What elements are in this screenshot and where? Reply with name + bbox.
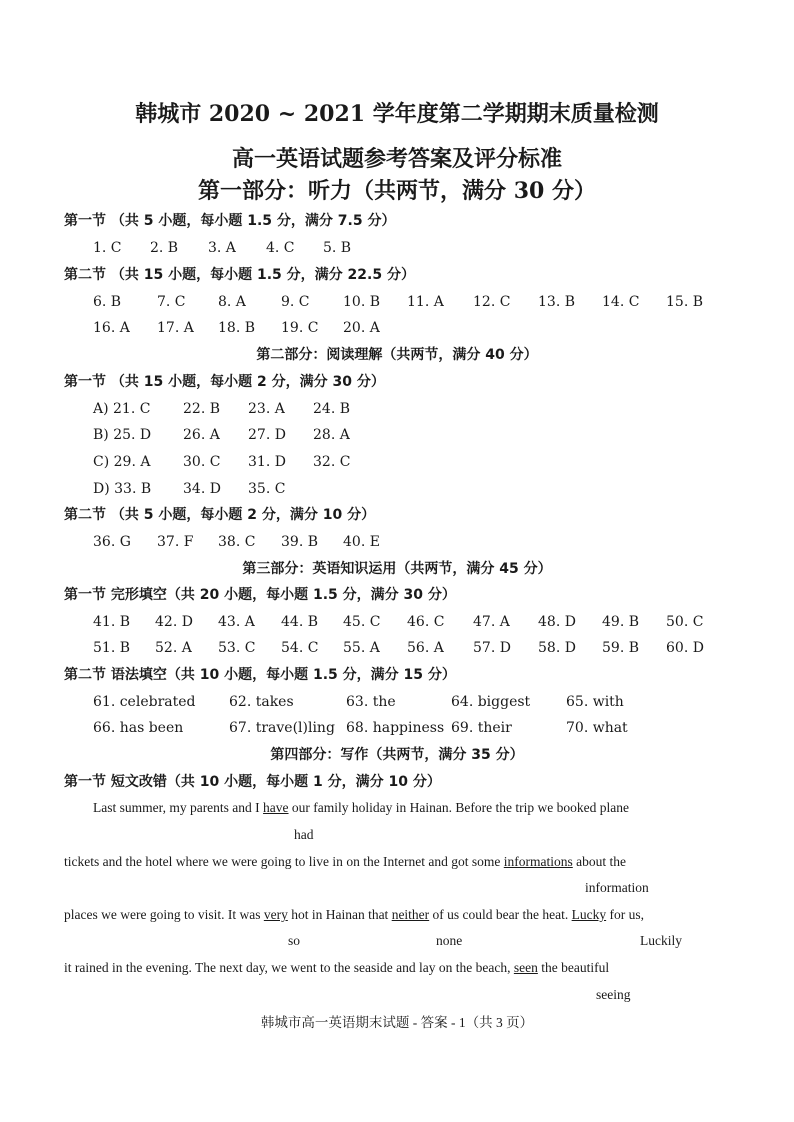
answer-item: 11. A	[407, 294, 444, 310]
answer-item: 59. B	[602, 640, 640, 656]
answer-item: 56. A	[407, 640, 444, 656]
part3-title: 第三部分：英语知识运用（共两节，满分 45 分）	[242, 561, 552, 577]
essay-text: on the Internet and got some	[342, 854, 504, 869]
part4-section1-header: 第一节 短文改错（共 10 小题，每小题 1 分，满分 10 分）	[64, 774, 441, 790]
part3-section1-header: 第一节 完形填空（共 20 小题，每小题 1.5 分，满分 30 分）	[64, 587, 456, 603]
essay-text: of us could bear the heat.	[429, 907, 572, 922]
answer-item: 41. B	[93, 614, 131, 630]
answer-item: 16. A	[93, 320, 130, 336]
answer-item: 8. A	[218, 294, 246, 310]
answer-item: 35. C	[248, 481, 286, 497]
answer-item: 12. C	[473, 294, 511, 310]
answer-item: B) 25. D	[93, 427, 152, 443]
answer-item: 61. celebrated	[93, 694, 196, 710]
answer-item: 4. C	[266, 240, 295, 256]
answer-item: 5. B	[323, 240, 352, 256]
essay-line-3	[64, 908, 644, 922]
answer-item: 36. G	[93, 534, 131, 550]
part2-title: 第二部分：阅读理解（共两节，满分 40 分）	[256, 347, 538, 363]
answer-item: 34. D	[183, 481, 221, 497]
essay-text: it rained in the evening. The next day, we went to the seaside and lay on the beach,	[64, 960, 514, 975]
answer-item: 3. A	[208, 240, 236, 256]
part1-title: 第一部分：听力（共两节，满分 30 分）	[198, 178, 596, 204]
essay-error-word: have	[263, 800, 289, 815]
essay-text: the beautiful	[537, 960, 610, 975]
answer-item: 67. trave(l)ling	[229, 720, 335, 736]
answer-item: 39. B	[281, 534, 319, 550]
answer-item: A) 21. C	[93, 401, 151, 417]
answer-item: 62. takes	[229, 694, 294, 710]
answer-item: 37. F	[157, 534, 194, 550]
answer-item: 17. A	[157, 320, 194, 336]
answer-item: 65. with	[566, 694, 624, 710]
part1-section1-header: 第一节 （共 5 小题，每小题 1.5 分，满分 7.5 分）	[64, 213, 396, 229]
answer-item: 6. B	[93, 294, 122, 310]
answer-item: 13. B	[538, 294, 576, 310]
correction-word: so	[288, 933, 301, 948]
essay-error-word: seen	[513, 960, 538, 975]
answer-item: 46. C	[407, 614, 445, 630]
answer-item: 54. C	[281, 640, 319, 656]
answer-item: 51. B	[93, 640, 131, 656]
answer-item: 60. D	[666, 640, 704, 656]
part1-section2-header: 第二节 （共 15 小题，每小题 1.5 分，满分 22.5 分）	[64, 267, 415, 283]
answer-item: 47. A	[473, 614, 510, 630]
answer-item: 40. E	[343, 534, 380, 550]
answer-item: 53. C	[218, 640, 256, 656]
answer-item: 68. happiness	[346, 720, 445, 736]
answer-item: 63. the	[346, 694, 396, 710]
essay-error-word: in	[332, 854, 343, 869]
essay-text: about the	[572, 854, 627, 869]
answer-item: 64. biggest	[451, 694, 531, 710]
essay-error-word: Lucky	[571, 907, 607, 922]
correction-word: information	[585, 880, 649, 895]
answer-item: 57. D	[473, 640, 511, 656]
answer-item: 15. B	[666, 294, 704, 310]
page-footer: 韩城市高一英语期末试题 - 答案 - 1（共 3 页）	[260, 1015, 534, 1030]
answer-item: 14. C	[602, 294, 640, 310]
answer-item: 7. C	[157, 294, 186, 310]
answer-item: 48. D	[538, 614, 576, 630]
essay-line-4	[64, 961, 609, 975]
answer-item: 30. C	[183, 454, 221, 470]
answer-item: 27. D	[248, 427, 286, 443]
answer-item: 49. B	[602, 614, 640, 630]
answer-item: 42. D	[155, 614, 193, 630]
answer-item: 19. C	[281, 320, 319, 336]
essay-text: Last summer, my parents and I	[93, 800, 264, 815]
essay-text: hot in Hainan that	[287, 907, 392, 922]
essay-line-2	[64, 855, 626, 869]
answer-item: 18. B	[218, 320, 256, 336]
correction-word: seeing	[596, 987, 631, 1002]
answer-item: 66. has been	[93, 720, 184, 736]
essay-text: tickets and the hotel where we were going to live	[64, 854, 333, 869]
answer-item: 23. A	[248, 401, 285, 417]
essay-error-word: informations	[503, 854, 573, 869]
correction-word: Luckily	[640, 933, 682, 948]
answer-item: 2. B	[150, 240, 179, 256]
answer-item: 44. B	[281, 614, 319, 630]
answer-item: 43. A	[218, 614, 255, 630]
part2-section2-header: 第二节 （共 5 小题，每小题 2 分，满分 10 分）	[64, 507, 376, 523]
answer-item: 32. C	[313, 454, 351, 470]
essay-line-1	[93, 801, 629, 815]
answer-item: 10. B	[343, 294, 381, 310]
answer-item: 55. A	[343, 640, 380, 656]
answer-item: 20. A	[343, 320, 380, 336]
essay-text: for us,	[606, 907, 644, 922]
answer-item: 52. A	[155, 640, 192, 656]
answer-item: 22. B	[183, 401, 221, 417]
document-title: 韩城市 2020 ~ 2021 学年度第二学期期末质量检测	[135, 101, 659, 127]
essay-text: places we were going to visit. It was	[64, 907, 264, 922]
answer-item: 28. A	[313, 427, 350, 443]
answer-item: 1. C	[93, 240, 122, 256]
answer-item: 45. C	[343, 614, 381, 630]
essay-text: our family holiday in Hainan. Before the trip we booked plane	[288, 800, 629, 815]
answer-item: 50. C	[666, 614, 704, 630]
correction-word: none	[436, 933, 463, 948]
document-subtitle: 高一英语试题参考答案及评分标准	[231, 146, 562, 172]
answer-item: 69. their	[451, 720, 512, 736]
answer-item: C) 29. A	[93, 454, 151, 470]
answer-item: 70. what	[566, 720, 628, 736]
part2-section1-header: 第一节 （共 15 小题，每小题 2 分，满分 30 分）	[64, 374, 385, 390]
answer-item: 9. C	[281, 294, 310, 310]
answer-item: D) 33. B	[93, 481, 152, 497]
correction-word: had	[294, 827, 314, 842]
answer-item: 58. D	[538, 640, 576, 656]
answer-item: 31. D	[248, 454, 286, 470]
part3-section2-header: 第二节 语法填空（共 10 小题，每小题 1.5 分，满分 15 分）	[64, 667, 456, 683]
answer-item: 24. B	[313, 401, 351, 417]
part4-title: 第四部分：写作（共两节，满分 35 分）	[270, 747, 524, 763]
essay-error-word: very	[263, 907, 288, 922]
answer-item: 38. C	[218, 534, 256, 550]
answer-item: 26. A	[183, 427, 220, 443]
essay-error-word: neither	[391, 907, 430, 922]
